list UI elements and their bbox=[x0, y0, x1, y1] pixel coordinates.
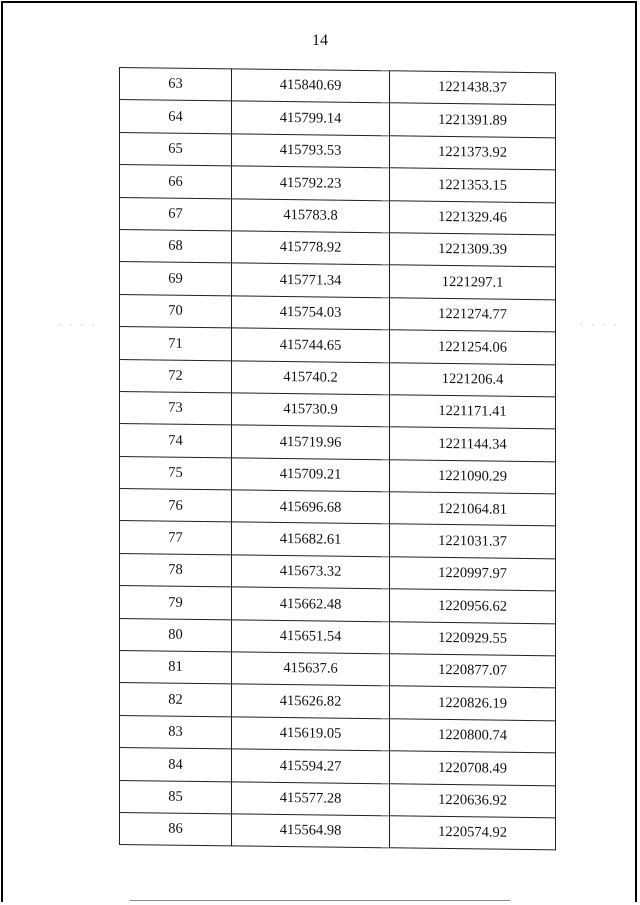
table-row bbox=[120, 553, 556, 591]
y-coordinate-cell: 1220877.07 bbox=[390, 654, 556, 688]
x-coordinate-cell: 415619.05 bbox=[232, 717, 390, 751]
x-coordinate-cell: 415793.53 bbox=[232, 134, 390, 168]
x-coordinate-cell: 415740.2 bbox=[232, 360, 390, 394]
x-coordinate-cell: 415744.65 bbox=[232, 328, 390, 362]
table-row bbox=[120, 618, 556, 656]
point-number-cell: 86 bbox=[120, 812, 232, 846]
table-row bbox=[120, 748, 556, 786]
y-coordinate-cell: 1221391.89 bbox=[390, 103, 556, 137]
y-coordinate-cell: 1221274.77 bbox=[390, 298, 556, 332]
coordinates-table-body bbox=[120, 68, 556, 851]
point-number-cell: 81 bbox=[120, 651, 232, 685]
y-coordinate-cell: 1220956.62 bbox=[390, 589, 556, 623]
point-number-cell: 63 bbox=[120, 68, 232, 102]
y-coordinate-cell: 1221297.1 bbox=[390, 265, 556, 299]
point-number-cell: 80 bbox=[120, 618, 232, 652]
table-row bbox=[120, 327, 556, 365]
x-coordinate-cell: 415637.6 bbox=[232, 652, 390, 686]
x-coordinate-cell: 415709.21 bbox=[232, 458, 390, 492]
table-row bbox=[120, 262, 556, 300]
x-coordinate-cell: 415840.69 bbox=[232, 69, 390, 103]
point-number-cell: 70 bbox=[120, 294, 232, 328]
point-number-cell: 84 bbox=[120, 748, 232, 782]
y-coordinate-cell: 1220800.74 bbox=[390, 719, 556, 753]
y-coordinate-cell: 1221438.37 bbox=[390, 71, 556, 105]
x-coordinate-cell: 415792.23 bbox=[232, 166, 390, 200]
y-coordinate-cell: 1221031.37 bbox=[390, 524, 556, 558]
x-coordinate-cell: 415719.96 bbox=[232, 425, 390, 459]
y-coordinate-cell: 1220708.49 bbox=[390, 751, 556, 785]
table-row bbox=[120, 715, 556, 753]
table-row bbox=[120, 359, 556, 397]
y-coordinate-cell: 1221353.15 bbox=[390, 168, 556, 202]
y-coordinate-cell: 1220574.92 bbox=[390, 816, 556, 850]
table-row bbox=[120, 229, 556, 267]
table-row bbox=[120, 132, 556, 170]
y-coordinate-cell: 1221254.06 bbox=[390, 330, 556, 364]
y-coordinate-cell: 1220826.19 bbox=[390, 686, 556, 720]
table-row bbox=[120, 424, 556, 462]
table-row bbox=[120, 489, 556, 527]
x-coordinate-cell: 415564.98 bbox=[232, 814, 390, 848]
point-number-cell: 74 bbox=[120, 424, 232, 458]
point-number-cell: 85 bbox=[120, 780, 232, 814]
point-number-cell: 77 bbox=[120, 521, 232, 555]
x-coordinate-cell: 415799.14 bbox=[232, 101, 390, 135]
point-number-cell: 73 bbox=[120, 391, 232, 425]
point-number-cell: 67 bbox=[120, 197, 232, 231]
point-number-cell: 79 bbox=[120, 586, 232, 620]
point-number-cell: 83 bbox=[120, 715, 232, 749]
point-number-cell: 71 bbox=[120, 327, 232, 361]
table-row bbox=[120, 521, 556, 559]
point-number-cell: 66 bbox=[120, 165, 232, 199]
y-coordinate-cell: 1221144.34 bbox=[390, 427, 556, 461]
y-coordinate-cell: 1221090.29 bbox=[390, 459, 556, 493]
x-coordinate-cell: 415682.61 bbox=[232, 522, 390, 556]
y-coordinate-cell: 1221064.81 bbox=[390, 492, 556, 526]
x-coordinate-cell: 415577.28 bbox=[232, 781, 390, 815]
coordinates-table-wrapper bbox=[119, 67, 555, 851]
coordinates-table bbox=[119, 67, 556, 851]
table-row bbox=[120, 456, 556, 494]
table-row bbox=[120, 100, 556, 138]
table-row bbox=[120, 197, 556, 235]
y-coordinate-cell: 1220636.92 bbox=[390, 783, 556, 817]
point-number-cell: 65 bbox=[120, 132, 232, 166]
x-coordinate-cell: 415696.68 bbox=[232, 490, 390, 524]
table-row bbox=[120, 165, 556, 203]
point-number-cell: 76 bbox=[120, 489, 232, 523]
x-coordinate-cell: 415771.34 bbox=[232, 263, 390, 297]
table-row bbox=[120, 586, 556, 624]
x-coordinate-cell: 415783.8 bbox=[232, 198, 390, 232]
y-coordinate-cell: 1220929.55 bbox=[390, 621, 556, 655]
y-coordinate-cell: 1221329.46 bbox=[390, 200, 556, 234]
x-coordinate-cell: 415662.48 bbox=[232, 587, 390, 621]
table-row bbox=[120, 812, 556, 850]
x-coordinate-cell: 415651.54 bbox=[232, 620, 390, 654]
y-coordinate-cell: 1221171.41 bbox=[390, 395, 556, 429]
right-scan-mark: · · · · bbox=[580, 320, 620, 330]
table-row bbox=[120, 391, 556, 429]
point-number-cell: 75 bbox=[120, 456, 232, 490]
table-row bbox=[120, 68, 556, 106]
x-coordinate-cell: 415778.92 bbox=[232, 231, 390, 265]
x-coordinate-cell: 415626.82 bbox=[232, 684, 390, 718]
x-coordinate-cell: 415673.32 bbox=[232, 555, 390, 589]
point-number-cell: 68 bbox=[120, 229, 232, 263]
bottom-rule bbox=[130, 900, 510, 901]
y-coordinate-cell: 1221373.92 bbox=[390, 136, 556, 170]
point-number-cell: 82 bbox=[120, 683, 232, 717]
table-row bbox=[120, 683, 556, 721]
table-row bbox=[120, 294, 556, 332]
table-row bbox=[120, 651, 556, 689]
y-coordinate-cell: 1220997.97 bbox=[390, 557, 556, 591]
x-coordinate-cell: 415594.27 bbox=[232, 749, 390, 783]
x-coordinate-cell: 415730.9 bbox=[232, 393, 390, 427]
x-coordinate-cell: 415754.03 bbox=[232, 296, 390, 330]
y-coordinate-cell: 1221206.4 bbox=[390, 362, 556, 396]
y-coordinate-cell: 1221309.39 bbox=[390, 233, 556, 267]
point-number-cell: 64 bbox=[120, 100, 232, 134]
page-number: 14 bbox=[312, 32, 328, 49]
point-number-cell: 69 bbox=[120, 262, 232, 296]
point-number-cell: 78 bbox=[120, 553, 232, 587]
left-scan-mark: · · · · bbox=[58, 320, 98, 330]
table-row bbox=[120, 780, 556, 818]
point-number-cell: 72 bbox=[120, 359, 232, 393]
